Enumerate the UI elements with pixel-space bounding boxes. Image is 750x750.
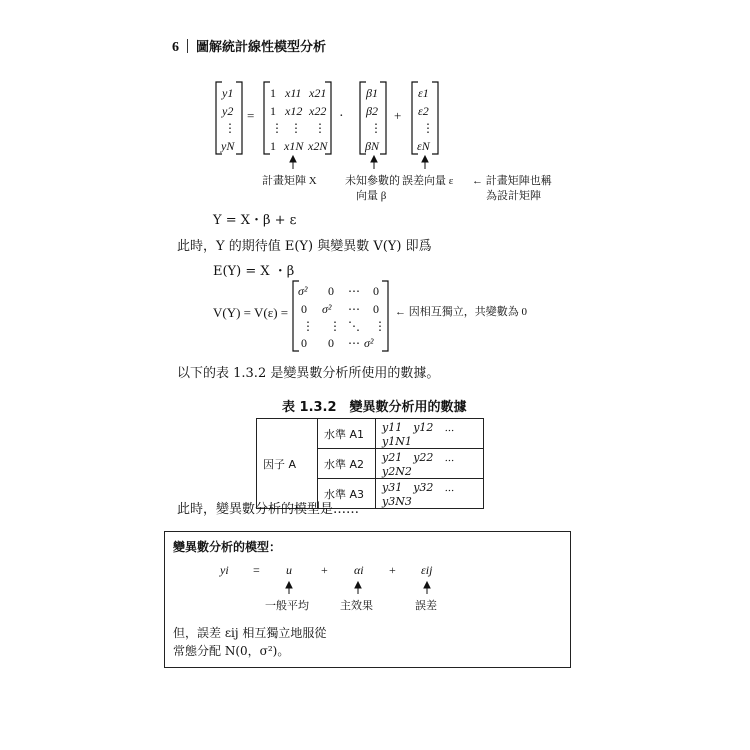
page-number: 6	[172, 40, 179, 55]
beta-entry: β2	[366, 104, 378, 118]
values-cell: y31 y32 ⋯ y3N3	[376, 479, 484, 509]
arrow-head	[424, 582, 430, 588]
term-eps: εij	[421, 563, 433, 577]
label-design-matrix: 計畫矩陣 X	[262, 175, 317, 187]
v-entry: ⋮	[302, 319, 314, 333]
label-error: 誤差	[415, 600, 437, 612]
arrow-head	[371, 156, 377, 162]
x-entry: ⋮	[314, 121, 326, 135]
factor-cell: 因子 A	[257, 419, 318, 509]
term-plus: +	[321, 563, 328, 577]
model-text-1: 但，誤差 εij 相互獨立地服從	[173, 626, 327, 640]
y-entry: yN	[221, 139, 235, 153]
arrow-head	[290, 156, 296, 162]
book-title: 圖解統計線性模型分析	[196, 40, 327, 55]
arrow-head	[286, 582, 292, 588]
term-alpha: αi	[354, 563, 364, 577]
data-table	[256, 418, 484, 509]
model-equation	[165, 554, 570, 624]
v-entry: 0	[373, 284, 379, 298]
arrow-head	[422, 156, 428, 162]
term-plus: +	[389, 563, 396, 577]
sentence-model: 此時，變異數分析的模型是……	[177, 502, 360, 517]
sentence-table-intro: 以下的表 1.3.2 是變異數分析所使用的數據。	[177, 366, 440, 381]
eps-entry: ε2	[418, 104, 429, 118]
note-design-matrix-2: 為設計矩陣	[486, 190, 541, 202]
v-entry: ⋮	[329, 319, 341, 333]
label-general-mean: 一般平均	[265, 600, 309, 612]
beta-entry: βN	[365, 139, 379, 153]
variance-note: ← 因相互獨立，共變數為 0	[395, 306, 527, 318]
v-entry: σ²	[364, 336, 374, 350]
x-entry: ⋮	[271, 121, 283, 135]
x-entry: 1	[270, 86, 276, 100]
label-main-effect: 主效果	[340, 600, 373, 612]
v-entry: 0	[301, 336, 307, 350]
model-title: 變異數分析的模型：	[173, 540, 282, 554]
beta-bracket-right	[380, 82, 386, 154]
v-entry: 0	[301, 302, 307, 316]
model-text-2: 常態分配 N(0，σ²)。	[173, 644, 290, 658]
x-entry: ⋮	[290, 121, 302, 135]
v-entry: 0	[373, 302, 379, 316]
equation-ey: E(Y) = X ・β	[213, 264, 295, 279]
term-yi: yi	[220, 563, 229, 577]
x-entry: x12	[285, 104, 303, 118]
dot-operator: ·	[339, 109, 344, 124]
eps-entry: ⋮	[422, 121, 434, 135]
v-bracket-right	[382, 281, 388, 351]
v-entry: ⋯	[348, 336, 360, 350]
beta-entry: ⋮	[370, 121, 382, 135]
x-entry: 1	[270, 104, 276, 118]
y-bracket-right	[236, 82, 242, 154]
plus-sign: +	[394, 108, 402, 123]
term-equals: =	[253, 563, 260, 577]
table-caption: 表 1.3.2 變異數分析用的數據	[282, 400, 467, 415]
beta-entry: β1	[366, 86, 378, 100]
eps-entry: ε1	[418, 86, 429, 100]
level-cell: 水準 A1	[318, 419, 376, 449]
y-entry: y1	[222, 86, 234, 100]
equation-y: Y = X・β + ε	[213, 213, 297, 228]
equals-sign: =	[247, 108, 255, 123]
label-unknown-vector: 向量 β	[356, 190, 387, 202]
x-entry: x1N	[284, 139, 304, 153]
v-entry: σ²	[322, 302, 332, 316]
values-cell: y21 y22 ⋯ y2N2	[376, 449, 484, 479]
label-unknown-params: 未知參數的	[345, 175, 400, 187]
v-entry: ⋱	[348, 319, 360, 333]
v-entry: ⋯	[348, 284, 360, 298]
x-entry: 1	[270, 139, 276, 153]
table-row	[257, 419, 484, 449]
eps-bracket-right	[432, 82, 438, 154]
matrix-equation	[0, 0, 750, 230]
eps-entry: εN	[417, 139, 430, 153]
label-error-vector: 誤差向量 ε	[402, 175, 454, 187]
values-cell: y11 y12 ⋯ y1N1	[376, 419, 484, 449]
x-entry: x2N	[308, 139, 328, 153]
v-entry: σ²	[298, 284, 308, 298]
model-box	[164, 531, 571, 668]
v-entry: 0	[328, 336, 334, 350]
variance-matrix	[0, 275, 750, 360]
x-entry: x22	[309, 104, 327, 118]
v-entry: ⋯	[348, 302, 360, 316]
arrow-head	[355, 582, 361, 588]
level-cell: 水準 A2	[318, 449, 376, 479]
note-design-matrix: ← 計畫矩陣也稱	[472, 175, 552, 187]
v-entry: ⋮	[374, 319, 386, 333]
variance-lhs: V(Y) = V(ε) =	[213, 305, 289, 320]
sentence-expectation: 此時，Y 的期待值 E(Y) 與變異數 V(Y) 即爲	[177, 239, 432, 254]
y-entry: ⋮	[224, 121, 236, 135]
y-entry: y2	[222, 104, 234, 118]
v-entry: 0	[328, 284, 334, 298]
level-cell: 水準 A3	[318, 479, 376, 509]
x-entry: x11	[285, 86, 302, 100]
term-u: u	[286, 563, 292, 577]
x-entry: x21	[309, 86, 327, 100]
